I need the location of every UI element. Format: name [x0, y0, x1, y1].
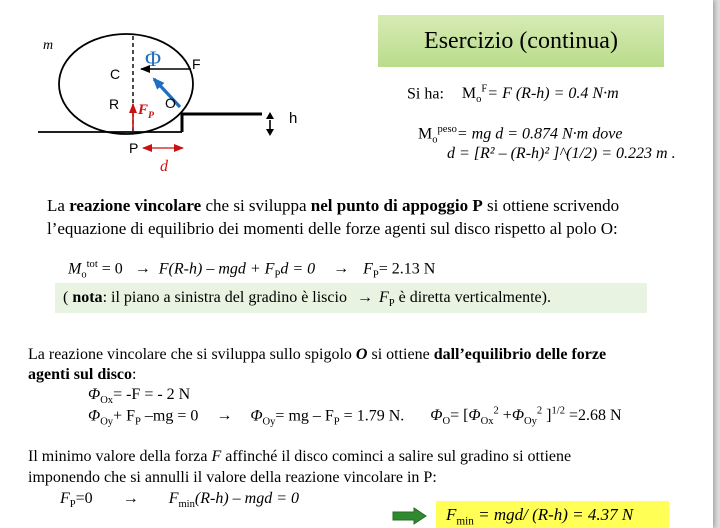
distance-d-line: d = [R² – (R-h)² ]^(1/2) = 0.223 m . [447, 145, 676, 162]
label-fp: $F_P$ [138, 102, 155, 121]
label-force-f: F [192, 56, 201, 72]
h-arrow-up [266, 112, 274, 119]
label-radius-r: R [109, 96, 120, 112]
para3-line1: Il minimo valore della forza F affinché il disco cominci a salire sul gradino si ottiene [28, 448, 572, 465]
phi-ox-equation: $\Phi_{Ox}= -F$ = - 2 N [88, 386, 191, 407]
para3-line2: imponendo che si annulli il valore della reazione vincolare in P: [28, 469, 437, 486]
green-arrow-icon [392, 507, 428, 525]
step-outline [182, 114, 262, 132]
para2-line2: agenti sul disco: [28, 366, 137, 383]
label-mass: m [43, 38, 54, 53]
h-arrow-down [266, 129, 274, 136]
page-title: Esercizio (continua) [424, 28, 618, 54]
moment-weight-line: $M_o^{peso}=$ mg d = 0.874 N·m dove [418, 124, 623, 146]
label-point-o: O [165, 95, 176, 111]
phi-oy-equation: $\Phi_{Oy}+ F_P$ $-mg = 0 \to \Phi_{Oy}=$ mg – $F_P = 1.79$ N. $\Phi_O= [\Phi_{Ox}^2 +\Phi_{Oy}^2$ ]$^{1/2}$ =2.68 N [88, 406, 622, 428]
label-center-c: C [110, 66, 121, 82]
title-box [378, 15, 664, 67]
moment-equation: $M_o^{tot} = 0 \to F(R-h)$ – mgd + $F_Pd = 0 \to F_P= 2.13$ N [68, 259, 436, 281]
para1-line2: l’equazione di equilibrio dei momenti delle forze agenti sul disco rispetto al polo O: [47, 219, 618, 238]
si-ha-line: Si ha: $M_o^F= F$ (R-h) = 0.4 N·m [407, 84, 619, 106]
para1-line1: La reazione vincolare che si sviluppa nel punto di appoggio P si ottiene scrivendo [47, 196, 620, 215]
final-equation: $F_P=0 \to F_{min}(R-h)$ – mgd = 0 [60, 490, 299, 511]
label-distance-d: d [160, 158, 168, 175]
label-phi: Φ [145, 46, 162, 71]
disk-circle [59, 34, 193, 134]
label-height-h: h [289, 110, 298, 127]
nota-line: ( nota: il piano a sinistra del gradino è liscio → $F_P$ è diretta verticalmente). [63, 289, 551, 310]
disk-diagram [0, 0, 380, 190]
label-point-p: P [129, 140, 139, 156]
result-text: $F_{min} = mgd/$ (R-h) = 4.37 N [446, 505, 634, 528]
para2-line1: La reazione vincolare che si sviluppa sullo spigolo O si ottiene dall’equilibrio delle forze [28, 346, 607, 363]
